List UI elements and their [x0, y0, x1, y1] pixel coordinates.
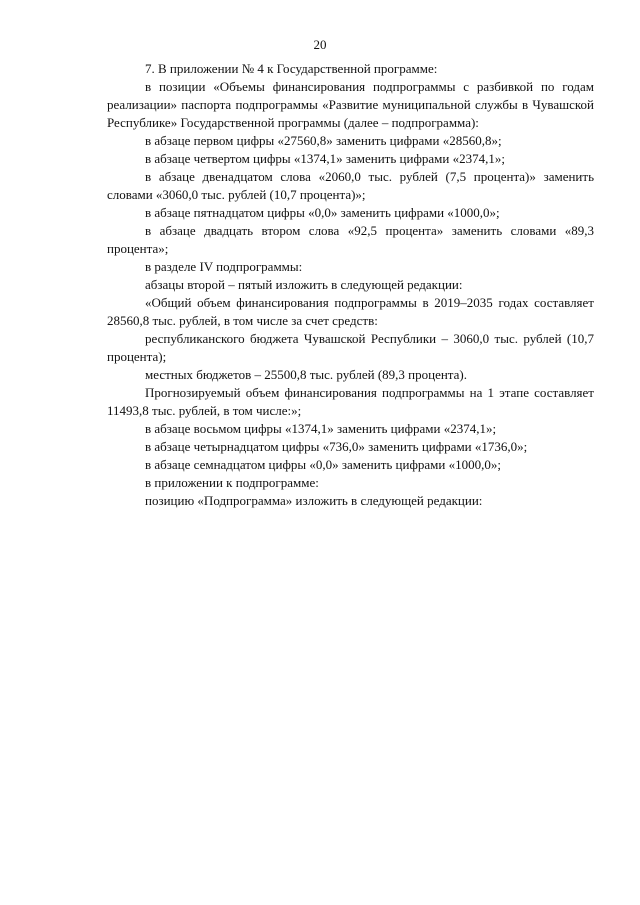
- paragraph-item-7-heading: 7. В приложении № 4 к Государственной программе:: [145, 61, 438, 76]
- document-body: [107, 60, 594, 510]
- paragraph-fourteenth-abzats: в абзаце четырнадцатом цифры «736,0» заменить цифрами «1736,0»;: [145, 439, 528, 454]
- paragraph-appendix-to-subprogram: в приложении к подпрограмме:: [145, 475, 319, 490]
- paragraph-twenty-second-abzats: в абзаце двадцать втором слова «92,5 процента» заменить словами «89,3 процента»;: [107, 223, 594, 256]
- paragraph-first-abzats: в абзаце первом цифры «27560,8» заменить цифрами «28560,8»;: [145, 133, 502, 148]
- paragraph-fifteenth-abzats: в абзаце пятнадцатом цифры «0,0» заменить цифрами «1000,0»;: [145, 205, 500, 220]
- paragraph-eighth-abzats: в абзаце восьмом цифры «1374,1» заменить цифрами «2374,1»;: [145, 421, 497, 436]
- paragraph-fourth-abzats: в абзаце четвертом цифры «1374,1» заменить цифрами «2374,1»;: [145, 151, 505, 166]
- paragraph-subprogram-position: позицию «Подпрограмма» изложить в следующей редакции:: [145, 493, 483, 508]
- paragraph-abzats-two-five: абзацы второй – пятый изложить в следующей редакции:: [145, 277, 463, 292]
- paragraph-seventeenth-abzats: в абзаце семнадцатом цифры «0,0» заменить цифрами «1000,0»;: [145, 457, 501, 472]
- paragraph-financing-position: в позиции «Объемы финансирования подпрограммы с разбивкой по годам реализации» паспорта подпрограммы «Развитие муниципальной службы в Чувашской Республике» Государственной программы (далее – подпрограмма):: [107, 79, 594, 130]
- paragraph-section-iv: в разделе IV подпрограммы:: [145, 259, 303, 274]
- paragraph-twelfth-abzats: в абзаце двенадцатом слова «2060,0 тыс. рублей (7,5 процента)» заменить словами «3060,0 тыс. рублей (10,7 процента)»;: [107, 169, 594, 202]
- paragraph-total-financing: «Общий объем финансирования подпрограммы в 2019–2035 годах составляет 28560,8 тыс. рублей, в том числе за счет средств:: [107, 295, 594, 328]
- paragraph-local-budgets: местных бюджетов – 25500,8 тыс. рублей (89,3 процента).: [145, 367, 467, 382]
- page-number: 20: [313, 37, 327, 52]
- paragraph-stage-one-financing: Прогнозируемый объем финансирования подпрограммы на 1 этапе составляет 11493,8 тыс. рублей, в том числе:»;: [107, 385, 594, 418]
- paragraph-republican-budget: республиканского бюджета Чувашской Республики – 3060,0 тыс. рублей (10,7 процента);: [107, 331, 594, 364]
